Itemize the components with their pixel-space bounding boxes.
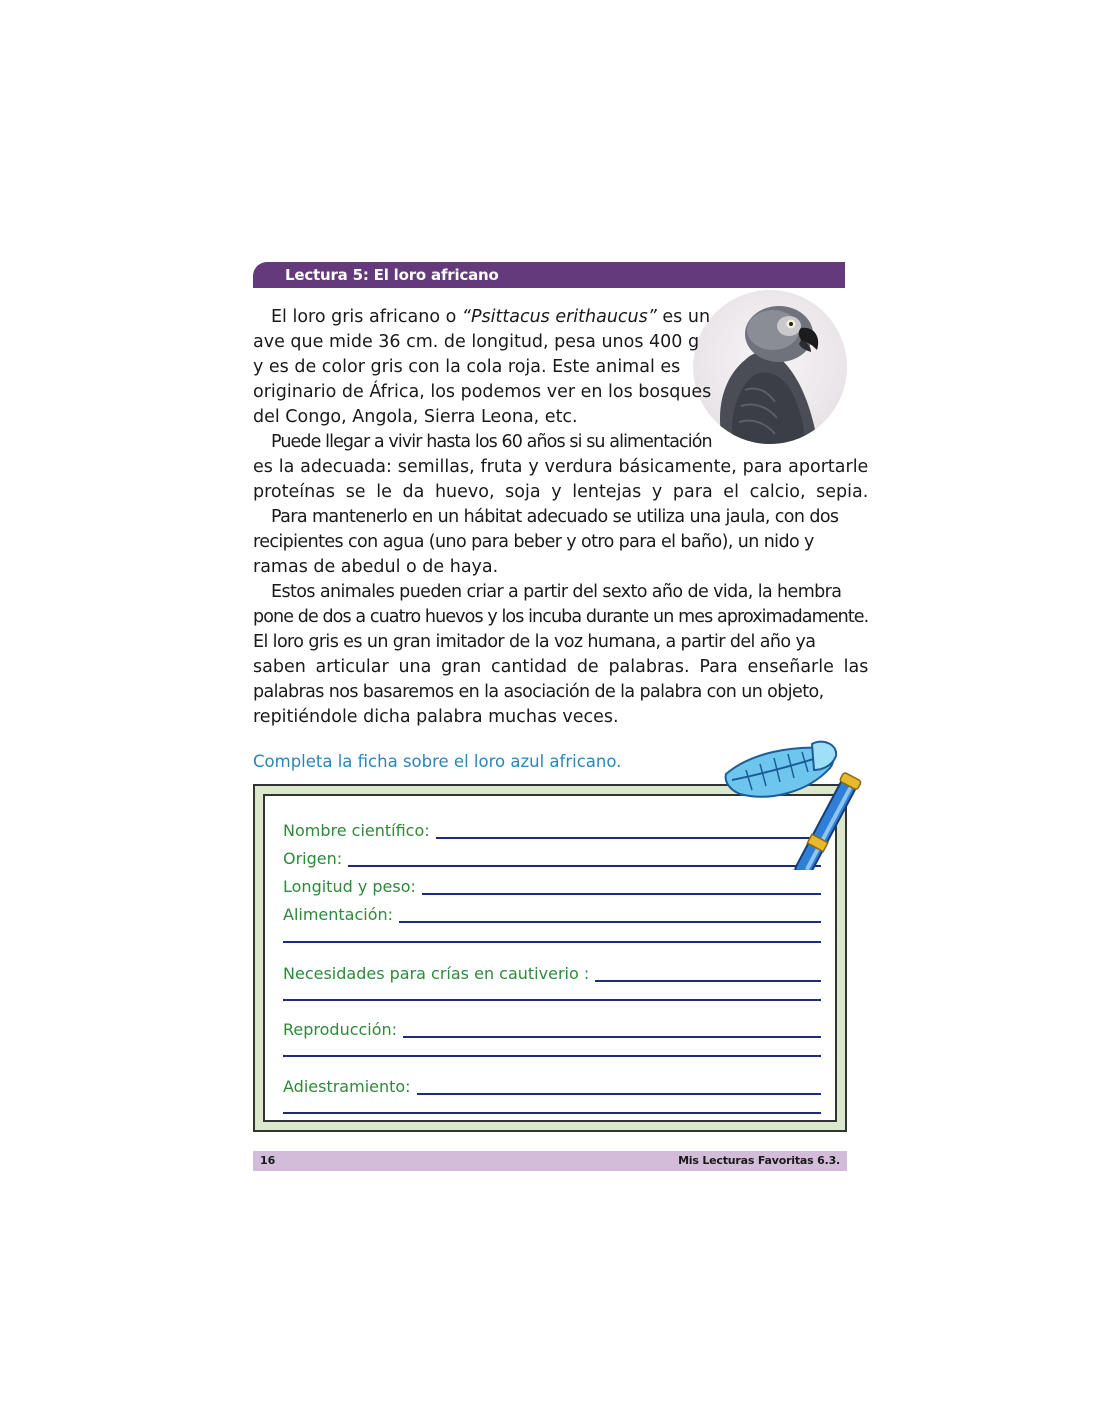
- reading-line: recipientes con agua (uno para beber y otro para el baño), un nido y: [253, 532, 814, 552]
- answer-line[interactable]: [283, 941, 821, 943]
- reading-line: El loro gris africano o “Psittacus erithaucus” es un: [271, 307, 711, 327]
- reading-line: es la adecuada: semillas, fruta y verdura básicamente, para aportarle: [253, 457, 869, 477]
- field-longitud-peso: [283, 872, 821, 898]
- answer-line[interactable]: [283, 1055, 821, 1057]
- field-label: Alimentación:: [283, 905, 394, 924]
- reading-line: saben articular una gran cantidad de palabras. Para enseñarle las: [253, 657, 869, 677]
- reading-line: del Congo, Angola, Sierra Leona, etc.: [253, 407, 578, 427]
- reading-text: [253, 305, 868, 730]
- field-adiestramiento: [283, 1072, 821, 1098]
- reading-line: ave que mide 36 cm. de longitud, pesa unos 400 g: [253, 332, 700, 352]
- reading-line: originario de África, los podemos ver en los bosques: [253, 382, 712, 402]
- reading-line: pone de dos a cuatro huevos y los incuba durante un mes aproximadamente.: [253, 607, 869, 627]
- reading-line: ramas de abedul o de haya.: [253, 557, 499, 577]
- field-label: Adiestramiento:: [283, 1077, 411, 1096]
- answer-line[interactable]: [283, 999, 821, 1001]
- reading-line: El loro gris es un gran imitador de la voz humana, a partir del año ya: [253, 632, 816, 652]
- answer-line[interactable]: [283, 1112, 821, 1114]
- answer-line[interactable]: [403, 1036, 821, 1038]
- book-title: Mis Lecturas Favoritas 6.3.: [678, 1154, 840, 1167]
- field-label: Nombre científico:: [283, 821, 430, 840]
- answer-line[interactable]: [417, 1093, 821, 1095]
- page-title: Lectura 5: El loro africano: [285, 266, 499, 284]
- answer-line[interactable]: [422, 893, 821, 895]
- reading-line: y es de color gris con la cola roja. Este animal es: [253, 357, 681, 377]
- page-number: 16: [260, 1154, 276, 1167]
- reading-line: proteínas se le da huevo, soja y lentejas y para el calcio, sepia.: [253, 482, 869, 502]
- field-reproduccion: [283, 1015, 821, 1041]
- answer-line[interactable]: [399, 921, 821, 923]
- pen-feather-icon: [722, 740, 862, 870]
- field-label: Reproducción:: [283, 1020, 398, 1039]
- reading-line: Puede llegar a vivir hasta los 60 años si su alimentación: [271, 432, 712, 452]
- field-label: Origen:: [283, 849, 343, 868]
- field-necesidades: [283, 959, 821, 985]
- field-label: Necesidades para crías en cautiverio :: [283, 964, 590, 983]
- field-label: Longitud y peso:: [283, 877, 416, 896]
- reading-line: Para mantenerlo en un hábitat adecuado se utiliza una jaula, con dos: [271, 507, 839, 527]
- reading-line: palabras nos basaremos en la asociación de la palabra con un objeto,: [253, 682, 824, 702]
- field-alimentacion: [283, 900, 821, 926]
- scientific-name: “Psittacus erithaucus”: [461, 307, 657, 327]
- reading-line: repitiéndole dicha palabra muchas veces.: [253, 707, 619, 727]
- instruction-text: Completa la ficha sobre el loro azul africano.: [253, 752, 622, 771]
- answer-line[interactable]: [595, 980, 821, 982]
- reading-line: Estos animales pueden criar a partir del sexto año de vida, la hembra: [271, 582, 842, 602]
